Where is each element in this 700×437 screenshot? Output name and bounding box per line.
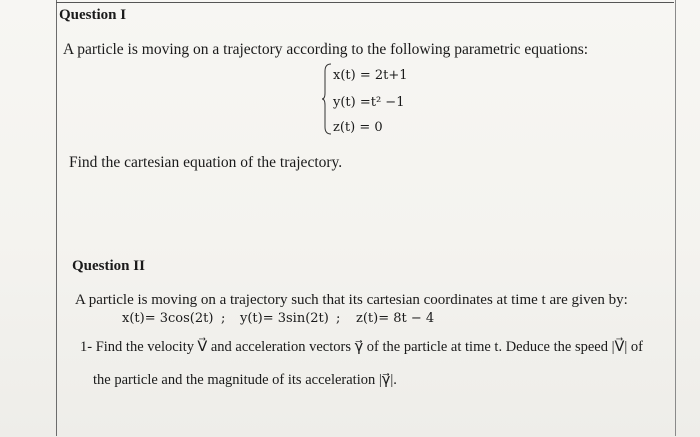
equation-brace [322,63,332,135]
question-2-title: Question II [72,258,145,274]
question-1-intro: A particle is moving on a trajectory according to the following parametric equations: [63,41,589,58]
question-2-item-1-line-1: 1- Find the velocity V⃗ and acceleration vectors γ⃗ of the particle at time t. Deduce the speed |V⃗| of [80,339,644,355]
top-divider [56,2,674,3]
question-frame [56,0,676,436]
coord-z: z(t)= 8t − 4 [356,311,435,326]
question-1-task: Find the cartesian equation of the trajectory. [69,154,343,171]
coord-sep-2: ; [336,311,341,326]
question-1-title: Question I [59,7,127,23]
equation-z: z(t) = 0 [333,120,383,135]
coord-sep-1: ; [221,311,226,326]
coord-x: x(t)= 3cos(2t) [122,311,214,326]
equation-x: x(t) = 2t+1 [333,68,408,83]
equation-y: y(t) =t² −1 [333,95,405,110]
question-2-intro: A particle is moving on a trajectory such that its cartesian coordinates at time t are given by: [75,292,628,308]
coord-y: y(t)= 3sin(2t) [240,311,329,326]
question-2-item-1-line-2: the particle and the magnitude of its acceleration |γ⃗|. [93,372,397,388]
